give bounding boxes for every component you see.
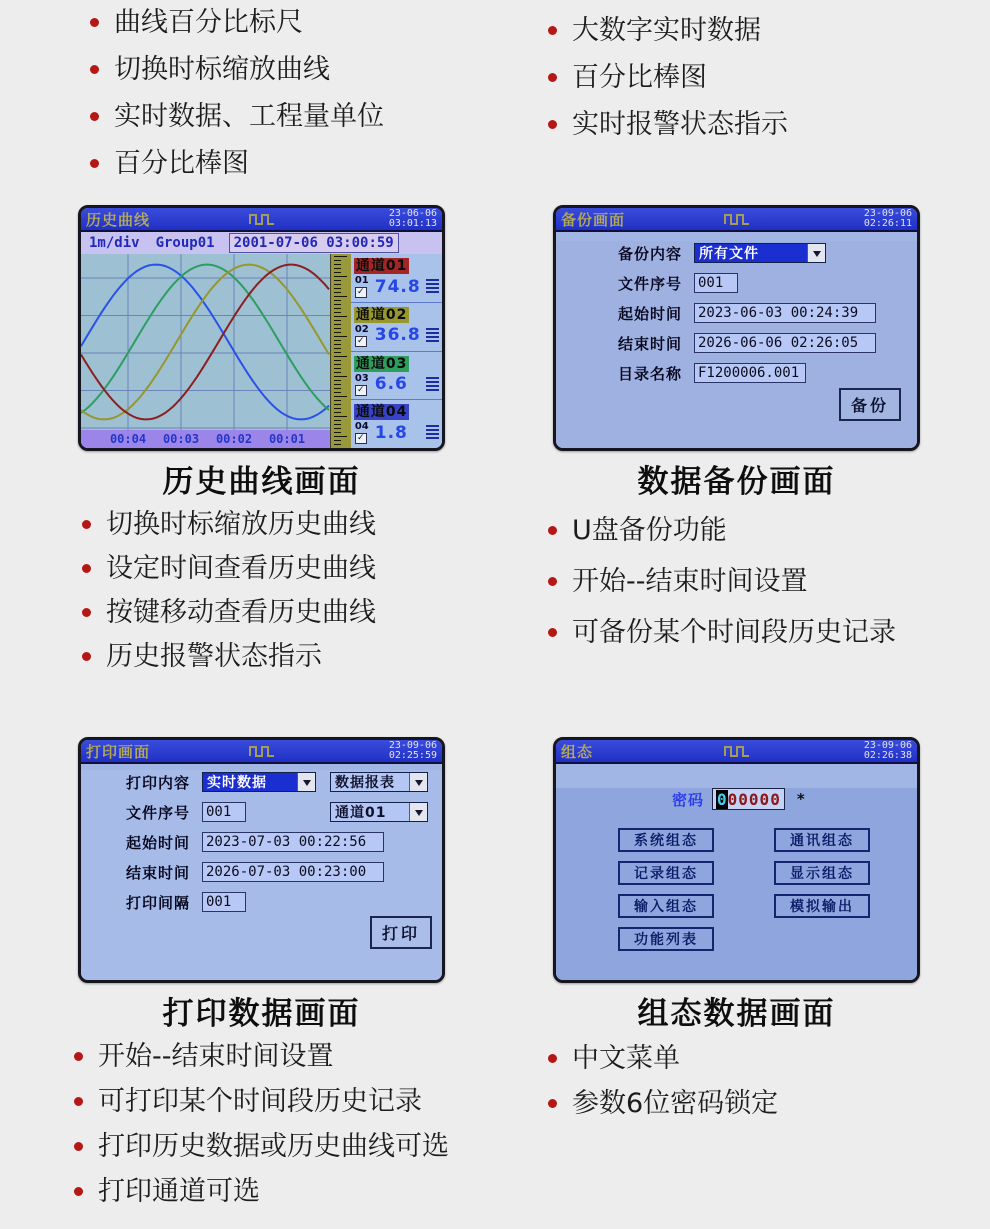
field-label: 目录名称 [618, 364, 683, 383]
top-left-feature-list [88, 6, 384, 194]
print-content-dropdown[interactable] [202, 772, 316, 792]
password-label: 密码 [672, 790, 705, 809]
start-time-input[interactable]: 2023-07-03 00:22:56 [202, 832, 384, 852]
password-input[interactable] [712, 788, 785, 810]
chevron-down-icon[interactable] [409, 803, 427, 821]
channel-value: 36.8 [374, 325, 421, 346]
config-menu-button[interactable]: 模拟输出 [774, 894, 870, 918]
config-titlebar [556, 740, 917, 764]
feature-item: 曲线百分比标尺 [88, 6, 384, 39]
channel-id-column [355, 324, 369, 347]
backup-section-title: 数据备份画面 [637, 464, 836, 500]
channel-number: 01 [354, 275, 369, 286]
dropdown-selected-value: 所有文件 [695, 244, 807, 262]
svg-text:00:03: 00:03 [162, 432, 200, 446]
field-label: 文件序号 [126, 803, 191, 822]
history-chart [81, 254, 330, 448]
history-chart-svg [81, 254, 330, 448]
feature-item: 切换时标缩放历史曲线 [80, 508, 376, 541]
cursor-time-box[interactable]: 2001-07-06 03:00:59 [229, 233, 399, 253]
channel-body [353, 421, 440, 444]
config-menu-button[interactable]: 显示组态 [774, 861, 870, 885]
backup-button[interactable]: 备份 [839, 388, 901, 421]
feature-item: 开始--结束时间设置 [546, 565, 896, 598]
file-number-input[interactable]: 001 [694, 273, 738, 293]
channel-name-badge: 通道04 [355, 404, 408, 421]
print-interval-input[interactable]: 001 [202, 892, 246, 912]
end-time-row [618, 331, 917, 355]
history-curve-screen [78, 205, 445, 451]
print-feature-list [72, 1040, 449, 1220]
dropdown-value: 数据报表 [331, 773, 409, 791]
top-right-feature-list [546, 14, 788, 155]
channel-name-badge: 通道02 [355, 306, 408, 323]
field-label: 打印内容 [126, 773, 191, 792]
feature-item: 设定时间查看历史曲线 [80, 552, 376, 585]
print-content-row [126, 770, 428, 794]
date-text: 23-06-06 [388, 208, 437, 219]
dir-name-row [618, 361, 917, 385]
channel-block[interactable] [351, 400, 442, 448]
feature-item: 中文菜单 [546, 1042, 778, 1075]
chevron-down-icon[interactable] [297, 773, 315, 791]
history-subheader [81, 232, 442, 254]
channel-checkbox[interactable] [355, 287, 367, 298]
channel-name-badge: 通道01 [355, 258, 408, 274]
feature-item: 实时数据、工程量单位 [88, 100, 384, 133]
clock-display [864, 209, 912, 229]
square-wave-icon [249, 744, 275, 758]
start-time-input[interactable]: 2023-06-03 00:24:39 [694, 303, 876, 323]
date-text: 23-09-06 [388, 740, 437, 751]
field-label: 备份内容 [618, 244, 683, 263]
config-menu-button[interactable]: 记录组态 [618, 861, 714, 885]
config-menu-button[interactable]: 系统组态 [618, 828, 714, 852]
feature-item: 历史报警状态指示 [80, 640, 376, 673]
ruler-ticks-icon [334, 256, 347, 446]
dir-name-input[interactable]: F1200006.001 [694, 363, 806, 383]
feature-item: 可备份某个时间段历史记录 [546, 616, 896, 649]
channel-id-column [355, 373, 369, 396]
field-label: 文件序号 [618, 274, 683, 293]
history-titlebar [81, 208, 442, 232]
channel-body [353, 373, 440, 396]
svg-text:00:04: 00:04 [109, 432, 147, 446]
channel-name-badge: 通道03 [355, 355, 408, 372]
field-label: 打印间隔 [126, 893, 191, 912]
time-text: 02:26:38 [863, 750, 912, 761]
print-section-title: 打印数据画面 [162, 996, 361, 1032]
channel-number: 02 [354, 323, 369, 335]
config-body [556, 788, 917, 983]
channel-block[interactable] [351, 303, 442, 352]
end-time-input[interactable]: 2026-07-03 00:23:00 [202, 862, 384, 882]
channel-block[interactable] [351, 254, 442, 303]
config-menu-button[interactable]: 输入组态 [618, 894, 714, 918]
feature-item: 百分比棒图 [546, 61, 788, 94]
feature-item: 参数6位密码锁定 [546, 1087, 778, 1120]
time-text: 02:26:11 [863, 218, 912, 229]
print-button[interactable]: 打印 [370, 916, 432, 949]
feature-item: 可打印某个时间段历史记录 [72, 1085, 449, 1118]
feature-item: 大数字实时数据 [546, 14, 788, 47]
channel-panel [351, 254, 442, 448]
start-time-row [618, 301, 917, 325]
history-feature-list [80, 508, 376, 684]
channel-checkbox[interactable] [355, 433, 367, 444]
dropdown-value: 通道01 [331, 803, 409, 821]
group-label[interactable]: Group01 [155, 235, 215, 251]
history-section-title: 历史曲线画面 [162, 464, 361, 500]
end-time-input[interactable]: 2026-06-06 02:26:05 [694, 333, 876, 353]
file-number-input[interactable]: 001 [202, 802, 246, 822]
channel-value: 6.6 [374, 374, 408, 394]
channel-dropdown[interactable] [330, 802, 428, 822]
config-menu-right [774, 828, 870, 918]
config-section-title: 组态数据画面 [637, 996, 836, 1032]
channel-body [353, 275, 440, 298]
file-number-row [618, 271, 917, 295]
window-title: 历史曲线 [86, 210, 151, 229]
start-time-row [126, 830, 428, 854]
backup-feature-list [546, 514, 896, 667]
chevron-down-icon[interactable] [409, 773, 427, 791]
date-text: 23-09-06 [863, 740, 912, 751]
bar-gauge-icon [426, 328, 439, 343]
dropdown-selected-value: 实时数据 [203, 773, 297, 791]
field-label: 结束时间 [126, 863, 191, 882]
file-number-row [126, 800, 428, 824]
channel-id-column [355, 421, 369, 444]
password-mask-asterisk: * [796, 790, 805, 808]
history-main [81, 254, 442, 448]
svg-text:00:02: 00:02 [215, 432, 253, 446]
config-menu-button[interactable]: 功能列表 [618, 927, 714, 951]
feature-item: 实时报警状态指示 [546, 108, 788, 141]
field-label: 起始时间 [618, 304, 683, 323]
report-type-dropdown[interactable] [330, 772, 428, 792]
end-time-row [126, 860, 428, 884]
channel-number: 03 [354, 372, 369, 384]
field-label: 结束时间 [618, 334, 683, 353]
svg-text:00:01: 00:01 [268, 432, 306, 446]
password-digits: 00000 [727, 789, 781, 809]
channel-checkbox[interactable] [355, 336, 367, 347]
square-wave-icon [724, 212, 750, 226]
channel-id-column [355, 275, 369, 298]
channel-block[interactable] [351, 352, 442, 401]
password-row [672, 788, 917, 810]
bar-gauge-icon [426, 279, 439, 294]
channel-value: 1.8 [374, 422, 408, 443]
square-wave-icon [249, 212, 275, 226]
window-title: 打印画面 [86, 742, 151, 761]
backup-content-row [618, 241, 917, 265]
clock-display [389, 741, 437, 761]
time-text: 03:01:13 [388, 218, 437, 229]
channel-value: 74.8 [374, 276, 421, 297]
config-menu-left [618, 828, 714, 951]
config-menu-button[interactable]: 通讯组态 [774, 828, 870, 852]
clock-display [864, 741, 912, 761]
feature-item: 百分比棒图 [88, 147, 384, 180]
square-wave-icon [724, 744, 750, 758]
print-body [81, 770, 442, 983]
clock-display [389, 209, 437, 229]
feature-item: 打印通道可选 [72, 1175, 449, 1208]
backup-content-dropdown[interactable] [694, 243, 826, 263]
channel-checkbox[interactable] [355, 385, 367, 396]
chevron-down-icon[interactable] [807, 244, 825, 262]
print-titlebar [81, 740, 442, 764]
backup-body [556, 241, 917, 451]
window-title: 备份画面 [561, 210, 626, 229]
window-title: 组态 [561, 742, 594, 761]
backup-screen [553, 205, 920, 451]
feature-item: 按键移动查看历史曲线 [80, 596, 376, 629]
channel-body [353, 324, 440, 347]
channel-number: 04 [354, 421, 369, 433]
backup-titlebar [556, 208, 917, 232]
time-text: 02:25:59 [388, 750, 437, 761]
time-scale-label[interactable]: 1m/div [89, 235, 140, 251]
print-screen [78, 737, 445, 983]
bar-gauge-icon [426, 377, 439, 392]
config-feature-list [546, 1042, 778, 1132]
feature-item: U盘备份功能 [546, 514, 896, 547]
feature-item: 打印历史数据或历史曲线可选 [72, 1130, 449, 1163]
feature-item: 切换时标缩放曲线 [88, 53, 384, 86]
bar-gauge-icon [426, 425, 439, 440]
percent-ruler [330, 254, 351, 448]
password-cursor-digit: 0 [717, 789, 727, 809]
date-text: 23-09-06 [863, 208, 912, 219]
print-interval-row [126, 890, 428, 914]
field-label: 起始时间 [126, 833, 191, 852]
config-screen [553, 737, 920, 983]
feature-item: 开始--结束时间设置 [72, 1040, 449, 1073]
